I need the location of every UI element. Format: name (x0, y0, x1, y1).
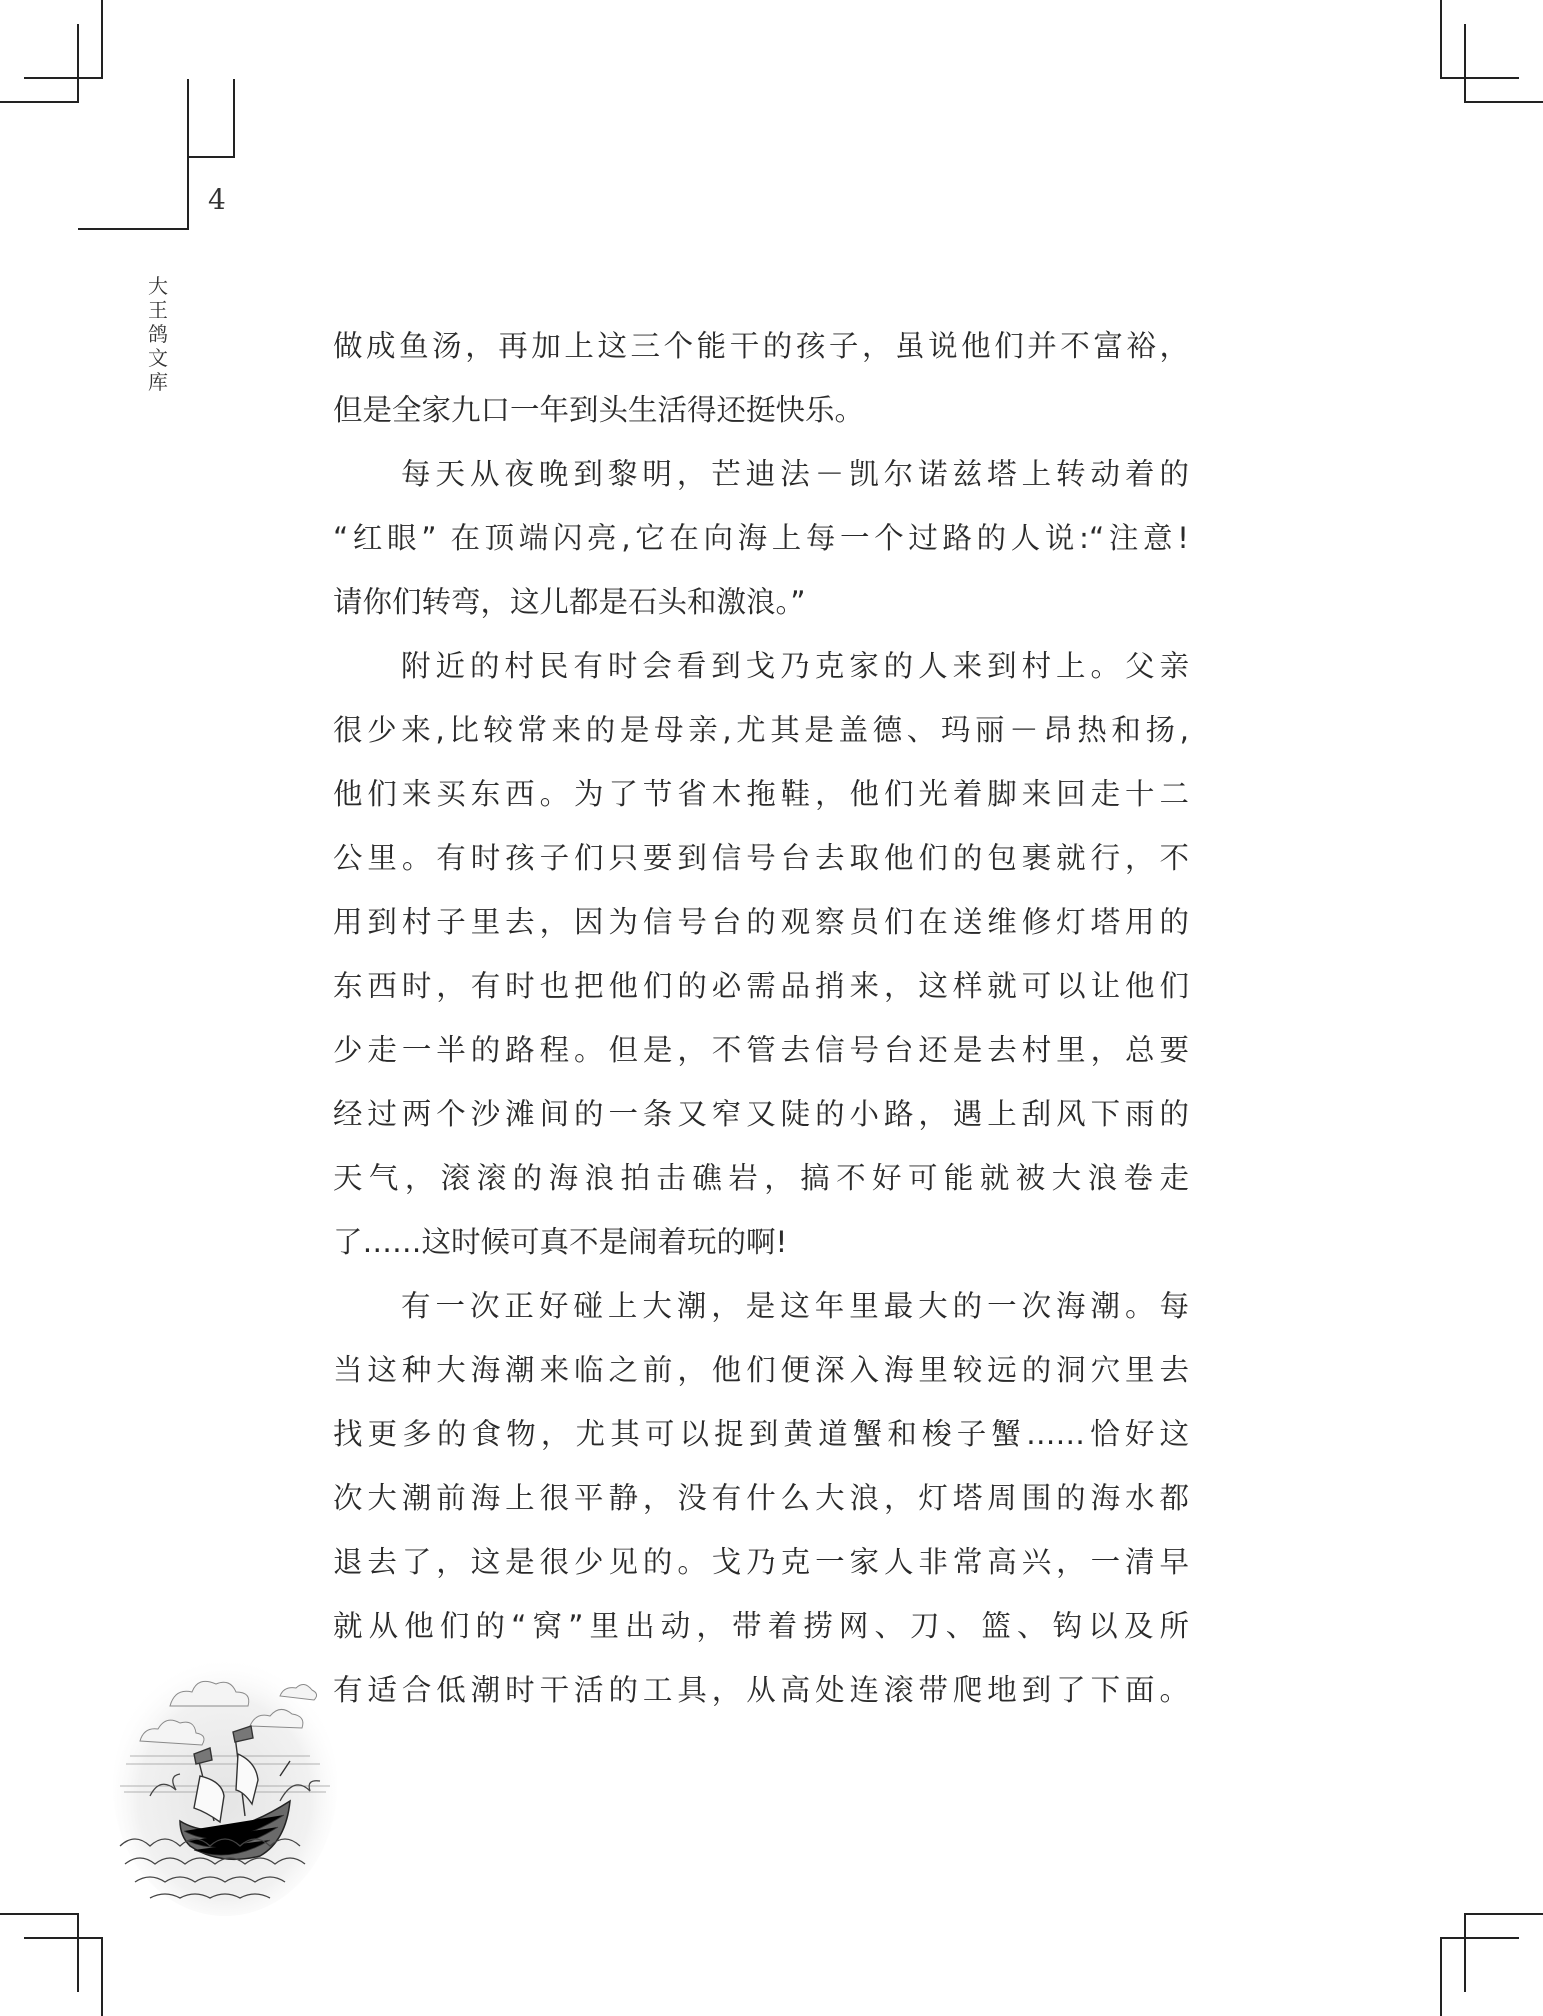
text-line: 就从他们的“窝”里出动，带着捞网、刀、篮、钩以及所 (333, 1609, 1189, 1643)
crop-mark (1440, 1937, 1442, 2016)
text-line: 很少来,比较常来的是母亲,尤其是盖德、玛丽－昂热和扬, (333, 713, 1189, 747)
crop-mark (1464, 1913, 1543, 1915)
text-line: 少走一半的路程。但是，不管去信号台还是去村里，总要 (333, 1033, 1189, 1067)
page-number-frame (188, 156, 235, 158)
text-line: 天气，滚滚的海浪拍击礁岩，搞不好可能就被大浪卷走 (333, 1161, 1189, 1195)
series-title-char: 鸽 (148, 322, 168, 346)
crop-mark (0, 1913, 79, 1915)
text-line: “红眼” 在顶端闪亮,它在向海上每一个过路的人说:“注意! (333, 521, 1189, 555)
crop-mark (1440, 1937, 1519, 1939)
text-line: 有一次正好碰上大潮，是这年里最大的一次海潮。每 (401, 1289, 1189, 1323)
text-line: 他们来买东西。为了节省木拖鞋，他们光着脚来回走十二 (333, 777, 1189, 811)
text-line: 退去了，这是很少见的。戈乃克一家人非常高兴，一清早 (333, 1545, 1189, 1579)
page-number-frame (233, 79, 235, 158)
text-line: 但是全家九口一年到头生活得还挺快乐。 (333, 393, 865, 427)
page-number: 4 (208, 183, 226, 216)
text-line: 用到村子里去，因为信号台的观察员们在送维修灯塔用的 (333, 905, 1189, 939)
ship-illustration (110, 1636, 340, 1916)
page-number-frame (78, 228, 189, 230)
crop-mark (1440, 0, 1442, 79)
crop-mark (77, 24, 79, 103)
crop-mark (1464, 24, 1466, 103)
text-line: 了……这时候可真不是闹着玩的啊! (333, 1225, 788, 1259)
crop-mark (101, 1937, 103, 2016)
text-line: 做成鱼汤，再加上这三个能干的孩子，虽说他们并不富裕， (333, 329, 1189, 363)
text-line: 每天从夜晚到黎明，芒迪法－凯尔诺兹塔上转动着的 (401, 457, 1189, 491)
series-title-char: 文 (148, 346, 168, 370)
series-title-char: 库 (148, 370, 168, 394)
text-line: 公里。有时孩子们只要到信号台去取他们的包裹就行，不 (333, 841, 1189, 875)
text-line: 找更多的食物，尤其可以捉到黄道蟹和梭子蟹……恰好这 (333, 1417, 1189, 1451)
crop-mark (1464, 1913, 1466, 1992)
text-line: 东西时，有时也把他们的必需品捎来，这样就可以让他们 (333, 969, 1189, 1003)
crop-mark (24, 77, 103, 79)
crop-mark (1464, 101, 1543, 103)
crop-mark (1440, 77, 1519, 79)
crop-mark (77, 1913, 79, 1992)
text-line: 当这种大海潮来临之前，他们便深入海里较远的洞穴里去 (333, 1353, 1189, 1387)
series-title-char: 王 (148, 298, 168, 322)
series-title (146, 274, 170, 394)
text-line: 经过两个沙滩间的一条又窄又陡的小路，遇上刮风下雨的 (333, 1097, 1189, 1131)
page-number-frame (187, 79, 189, 230)
text-line: 次大潮前海上很平静，没有什么大浪，灯塔周围的海水都 (333, 1481, 1189, 1515)
crop-mark (24, 1937, 103, 1939)
body-text (333, 322, 1189, 1730)
text-line: 附近的村民有时会看到戈乃克家的人来到村上。父亲 (401, 649, 1189, 683)
ship-on-waves-icon (110, 1636, 340, 1916)
crop-mark (0, 101, 79, 103)
series-title-char: 大 (148, 274, 168, 298)
text-line: 请你们转弯，这儿都是石头和激浪。” (333, 585, 806, 619)
text-line: 有适合低潮时干活的工具，从高处连滚带爬地到了下面。 (333, 1673, 1189, 1707)
crop-mark (101, 0, 103, 79)
